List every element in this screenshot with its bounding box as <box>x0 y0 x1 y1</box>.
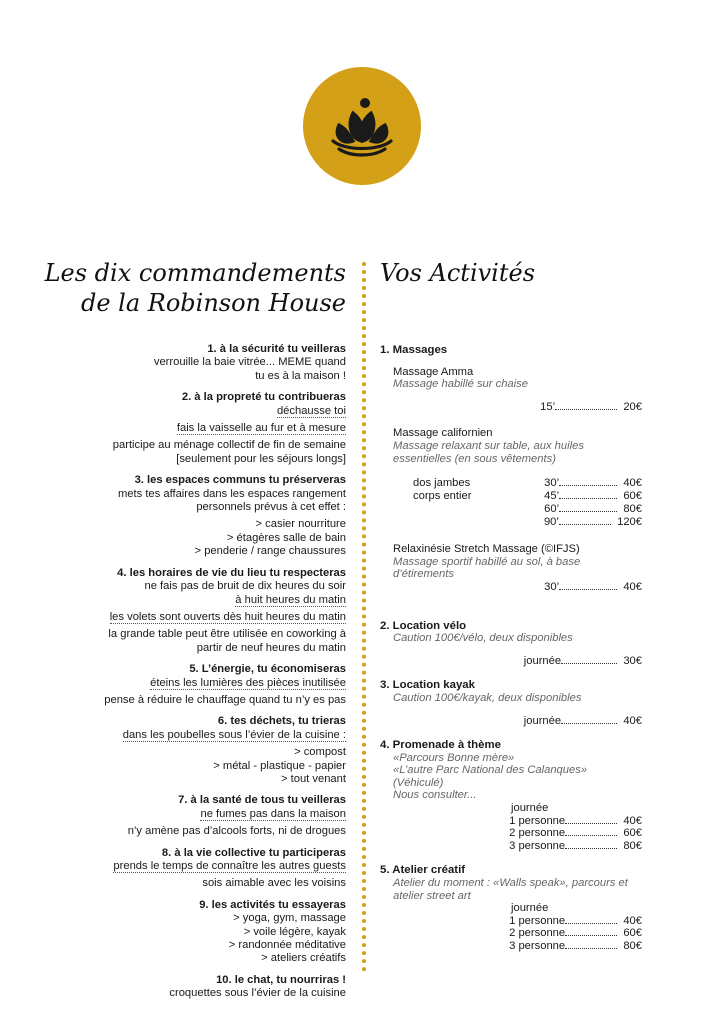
commandment-line: > métal - plastique - papier <box>213 759 346 772</box>
massage-californien-desc: Massage relaxant sur table, aux huiles <box>393 439 584 452</box>
price-row <box>393 655 642 668</box>
section-massages <box>380 344 642 594</box>
dotted-divider <box>362 262 366 972</box>
commandment-line: sois aimable avec les voisins <box>202 877 346 890</box>
price-row <box>393 815 642 828</box>
commandment-8 <box>56 847 346 891</box>
commandment-title: 8. à la vie collective tu participeras <box>161 846 346 859</box>
commandment-5 <box>56 663 346 707</box>
commandment-line: > étagères salle de bain <box>226 531 346 544</box>
commandment-line: verrouille la baie vitrée... MEME quand <box>153 356 346 369</box>
price: 120€ <box>617 516 642 529</box>
price-row <box>393 840 642 853</box>
price-row <box>393 915 642 928</box>
section-desc: «Parcours Bonne mère» <box>393 751 515 764</box>
commandment-6 <box>56 715 346 786</box>
duration: 30’ <box>544 580 560 593</box>
commandment-title: 6. tes déchets, tu trieras <box>217 715 346 728</box>
price-row <box>393 827 642 840</box>
commandment-line: > compost <box>294 746 346 759</box>
commandment-line: [seulement pour les séjours longs] <box>176 452 346 465</box>
unit: journée <box>523 714 562 727</box>
relaxinesie-desc: Massage sportif habillé au sol, à base <box>393 555 581 568</box>
commandment-10 <box>56 974 346 1001</box>
unit: journée <box>523 654 562 667</box>
commandment-line: prends le temps de connaître les autres guests <box>113 860 346 872</box>
commandment-line: les volets sont ouverts dès huit heures du matin <box>109 610 346 623</box>
price-row <box>544 516 642 529</box>
label: 2 personne <box>509 927 566 940</box>
commandment-line: déchausse toi <box>276 404 346 417</box>
commandment-line: > randonnée méditative <box>228 939 346 952</box>
unit: journée <box>511 902 549 915</box>
commandment-line: pense à réduire le chauffage quand tu n’y es pas <box>104 693 346 706</box>
commandment-line: croquettes sous l’évier de la cuisine <box>169 987 346 1000</box>
price: 80€ <box>623 940 642 952</box>
commandment-line: fais la vaisselle au fur et à mesure <box>176 422 346 435</box>
commandment-title: 2. à la propreté tu contribueras <box>181 391 346 404</box>
relaxinesie-desc: d’étirements <box>393 568 454 581</box>
section-desc: Caution 100€/vélo, deux disponibles <box>393 632 573 645</box>
price: 40€ <box>623 814 642 827</box>
price-row <box>544 490 642 503</box>
label: 1 personne <box>509 914 566 927</box>
commandment-line: partir de neuf heures du matin <box>196 641 346 654</box>
section-kayak <box>380 679 642 727</box>
left-heading-line2: de la Robinson House <box>80 289 346 317</box>
price: 80€ <box>623 839 642 852</box>
californien-prices <box>393 477 642 529</box>
price-row <box>393 401 642 414</box>
commandments-list <box>56 343 346 1009</box>
section-title: 2. Location vélo <box>380 619 467 632</box>
label: 2 personne <box>509 827 566 840</box>
commandment-line: ne fumes pas dans la maison <box>200 807 346 820</box>
logo-circle <box>303 67 421 185</box>
commandment-line: participe au ménage collectif de fin de semaine <box>112 439 346 452</box>
label: 3 personne <box>509 839 566 852</box>
price: 20€ <box>623 400 642 413</box>
price-row <box>544 503 642 516</box>
commandment-4 <box>56 567 346 655</box>
duration: 60’ <box>544 503 560 516</box>
commandment-line: dans les poubelles sous l’évier de la cuisine : <box>122 728 346 741</box>
commandment-title: 3. les espaces communs tu préserveras <box>134 474 346 487</box>
right-heading: Vos Activités <box>380 259 536 287</box>
price: 40€ <box>623 580 642 593</box>
price: 80€ <box>623 503 642 516</box>
area-label: corps entier <box>413 490 472 503</box>
section-desc: (Véhiculé) <box>393 776 444 789</box>
commandment-line: personnels prévus à cet effet : <box>196 501 346 514</box>
commandment-line: n’y amène pas d’alcools forts, ni de drogues <box>127 825 346 838</box>
massage-amma-name: Massage Amma <box>393 365 474 378</box>
section-title: 5. Atelier créatif <box>380 864 466 877</box>
duration: 15’ <box>540 400 556 413</box>
section-velo <box>380 620 642 668</box>
commandment-9 <box>56 899 346 966</box>
massage-californien-desc: essentielles (en sous vêtements) <box>393 452 556 465</box>
price: 40€ <box>623 477 642 490</box>
commandment-1 <box>56 343 346 383</box>
commandment-line: tu es à la maison ! <box>255 369 346 382</box>
commandment-line: éteins les lumières des pièces inutilisée <box>150 676 346 689</box>
massage-amma-desc: Massage habillé sur chaise <box>393 378 528 391</box>
commandment-title: 10. le chat, tu nourriras ! <box>216 973 346 986</box>
commandment-title: 7. à la santé de tous tu veilleras <box>178 794 346 807</box>
section-desc: Nous consulter... <box>393 789 477 802</box>
activities-list <box>380 344 642 953</box>
commandment-title: 1. à la sécurité tu veilleras <box>207 343 346 355</box>
section-desc: Atelier du moment : «Walls speak», parcours et <box>393 877 628 890</box>
commandment-title: 9. les activités tu essayeras <box>199 898 346 911</box>
label: 3 personne <box>509 940 566 952</box>
massage-californien-name: Massage californien <box>393 427 493 440</box>
commandment-line: > ateliers créatifs <box>261 952 346 965</box>
section-desc: «L’autre Parc National des Calanques» <box>393 764 588 777</box>
price-row <box>393 581 642 594</box>
price-row <box>393 940 642 953</box>
section-desc: atelier street art <box>393 889 471 902</box>
price: 60€ <box>623 827 642 840</box>
commandment-7 <box>56 794 346 838</box>
duration: 45’ <box>544 490 560 503</box>
section-atelier <box>380 864 642 952</box>
commandment-2 <box>56 391 346 466</box>
commandment-line: à huit heures du matin <box>235 593 346 606</box>
section-title: 3. Location kayak <box>380 679 475 692</box>
left-heading-line1: Les dix commandements <box>44 259 346 287</box>
left-heading <box>45 258 346 318</box>
commandment-line: ne fais pas de bruit de dix heures du soir <box>144 580 346 593</box>
commandment-line: > voile légère, kayak <box>243 925 346 938</box>
commandment-line: > penderie / range chaussures <box>194 545 346 558</box>
unit: journée <box>511 802 549 815</box>
commandment-3 <box>56 474 346 558</box>
area-label: dos jambes <box>413 477 471 490</box>
commandment-title: 4. les horaires de vie du lieu tu respecteras <box>117 566 346 579</box>
section-promenade <box>380 739 642 852</box>
duration: 30’ <box>544 477 560 490</box>
price: 30€ <box>623 654 642 667</box>
section-desc: Caution 100€/kayak, deux disponibles <box>393 691 582 704</box>
lotus-person-icon <box>303 67 421 185</box>
price: 60€ <box>623 927 642 940</box>
section-title: 4. Promenade à thème <box>380 739 501 752</box>
price: 40€ <box>623 914 642 927</box>
commandment-line: > yoga, gym, massage <box>233 912 346 925</box>
commandment-title: 5. L’énergie, tu économiseras <box>189 663 346 676</box>
commandment-line: > casier nourriture <box>255 518 346 531</box>
price: 60€ <box>623 490 642 503</box>
price-row <box>393 927 642 940</box>
price: 40€ <box>623 714 642 727</box>
section-title: 1. Massages <box>380 344 448 356</box>
price-row <box>393 715 642 728</box>
relaxinesie-name: Relaxinésie Stretch Massage (©IFJS) <box>393 543 580 556</box>
commandment-line: la grande table peut être utilisée en coworking à <box>108 628 346 641</box>
duration: 90’ <box>543 516 559 529</box>
label: 1 personne <box>509 814 566 827</box>
commandment-line: mets tes affaires dans les espaces rangement <box>117 487 346 500</box>
price-row <box>544 477 642 490</box>
commandment-line: > tout venant <box>280 772 346 785</box>
